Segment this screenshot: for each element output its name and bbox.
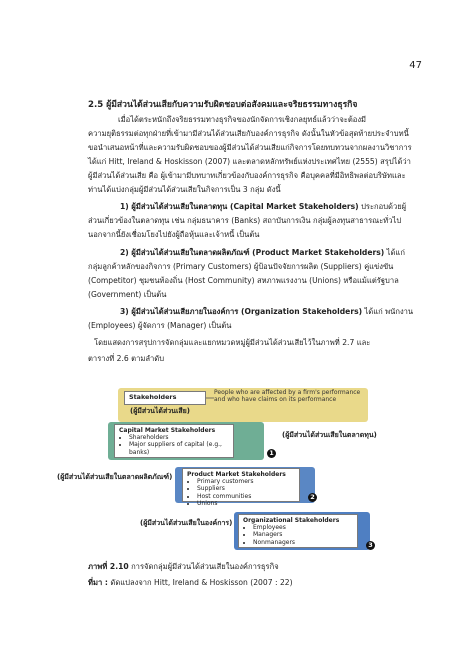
section-heading: 2.5 ผู้มีส่วนได้ส่วนเสียกับความรับผิดชอบต่อสังคมและจริยธรรมทางธุรกิจ bbox=[88, 100, 358, 110]
paragraph-line: เมื่อได้ตระหนักถึงจริยธรรมทางธุรกิจของนักจัดการเชิงกลยุทธ์แล้วว่าจะต้องมี bbox=[118, 115, 367, 124]
number-badge-2: 2 bbox=[308, 493, 317, 502]
item-1-line: ส่วนเกี่ยวข้องในตลาดทุน เช่น กลุ่มธนาคาร (Banks) สถาบันการเงิน กลุ่มผู้ลงทุนสาธารณะทั่วไป bbox=[88, 216, 402, 225]
paragraph-line: ท่านได้แบ่งกลุ่มผู้มีส่วนได้ส่วนเสียในกิจการเป็น 3 กลุ่ม ดังนี้ bbox=[88, 185, 281, 194]
product-item: • Host communities bbox=[197, 493, 295, 500]
stakeholders-description: People who are affected by a firm's performance and who have claims on its performance bbox=[214, 389, 361, 403]
item-2-line: (Government) เป็นต้น bbox=[88, 290, 167, 299]
caption-label: ภาพที่ 2.10 bbox=[88, 562, 129, 571]
item-2-text: ได้แก่ bbox=[384, 248, 405, 257]
caption-text: การจัดกลุ่มผู้มีส่วนได้ส่วนเสียในองค์การธุรกิจ bbox=[128, 562, 279, 571]
organizational-title: Organizational Stakeholders bbox=[243, 517, 340, 524]
figure-intro-line: ตารางที่ 2.6 ตามลำดับ bbox=[88, 354, 165, 363]
item-3-text: ได้แก่ พนักงาน bbox=[362, 307, 414, 316]
number-badge-1: 1 bbox=[267, 449, 276, 458]
item-1-title: 1) ผู้มีส่วนได้ส่วนเสียในตลาดทุน (Capital Market Stakeholders) bbox=[120, 202, 359, 211]
figure-caption bbox=[88, 561, 279, 573]
stakeholders-thai-label: (ผู้มีส่วนได้ส่วนเสีย) bbox=[130, 407, 190, 415]
capital-market-title: Capital Market Stakeholders bbox=[119, 427, 216, 434]
paragraph-line: ได้แก่ Hitt, Ireland & Hoskisson (2007) และตลาดหลักทรัพย์แห่งประเทศไทย (2555) สรุปได้ว่า bbox=[88, 157, 411, 166]
capital-thai-label: (ผู้มีส่วนได้ส่วนเสียในตลาดทุน) bbox=[282, 431, 377, 439]
organizational-item: • Nonmanagers bbox=[253, 539, 353, 546]
figure-source bbox=[88, 577, 293, 589]
paragraph-line: ความยุติธรรมต่อทุกฝ่ายที่เข้ามามีส่วนได้ส่วนเสียกับองค์การธุรกิจ ดังนั้นในหัวข้อสุดท้ายประจำบทนี้ bbox=[88, 129, 409, 138]
product-market-box bbox=[182, 468, 300, 507]
number-badge-3: 3 bbox=[366, 541, 375, 550]
item-1-first-line bbox=[120, 200, 406, 214]
item-2-line: (Competitor) ชุมชนท้องถิ่น (Host Community) สหภาพแรงงาน (Unions) หรือแม้แต่รัฐบาล bbox=[88, 276, 399, 285]
product-thai-label: (ผู้มีส่วนได้ส่วนเสียในตลาดผลิตภัณฑ์) bbox=[57, 473, 173, 481]
organizational-box bbox=[238, 514, 358, 548]
capital-market-box bbox=[114, 424, 234, 458]
item-2-first-line bbox=[120, 246, 405, 260]
capital-item: • Shareholders bbox=[129, 434, 229, 441]
organizational-thai-label: (ผู้มีส่วนได้ส่วนเสียในองค์การ) bbox=[140, 519, 233, 527]
item-1-text: ประกอบด้วยผู้ bbox=[358, 202, 407, 211]
source-text: ดัดแปลงจาก Hitt, Ireland & Hoskisson (2007 : 22) bbox=[107, 578, 293, 587]
product-market-title: Product Market Stakeholders bbox=[187, 471, 286, 478]
item-2-line: กลุ่มลูกค้าหลักของกิจการ (Primary Customers) ผู้ป้อนปัจจัยการผลิต (Suppliers) คู่แข่งขัน bbox=[88, 262, 394, 271]
paragraph-line: ขอนำเสนอหน้าที่และความรับผิดชอบของผู้มีส่วนได้ส่วนเสียแก่กิจการโดยทบทวนจากผลงานวิชาการ bbox=[88, 143, 412, 152]
item-2-title: 2) ผู้มีส่วนได้ส่วนเสียในตลาดผลิตภัณฑ์ (Product Market Stakeholders) bbox=[120, 248, 385, 257]
product-item: • Unions bbox=[197, 500, 295, 507]
organizational-item: • Employees bbox=[253, 524, 353, 531]
item-3-line: (Employees) ผู้จัดการ (Manager) เป็นต้น bbox=[88, 321, 232, 330]
product-item: • Suppliers bbox=[197, 485, 295, 492]
item-3-first-line bbox=[120, 305, 413, 319]
source-label: ที่มา : bbox=[88, 578, 108, 587]
item-3-title: 3) ผู้มีส่วนได้ส่วนเสียภายในองค์การ (Organization Stakeholders) bbox=[120, 307, 363, 316]
item-1-line: นอกจากนี้ยังเชื่อมโยงไปยังผู้ถือหุ้นและเจ้าหนี้ เป็นต้น bbox=[88, 230, 260, 239]
page-number: 47 bbox=[409, 60, 422, 71]
stakeholder-diagram bbox=[30, 382, 450, 552]
capital-item: • Major suppliers of capital (e.g., banks) bbox=[129, 441, 229, 455]
product-item: • Primary customers bbox=[197, 478, 295, 485]
stakeholders-box: Stakeholders bbox=[124, 391, 206, 405]
organizational-item: • Managers bbox=[253, 531, 353, 538]
paragraph-line: ผู้มีส่วนได้ส่วนเสีย คือ ผู้เข้ามามีบทบาทเกี่ยวข้องกับองค์การธุรกิจ คือบุคคลที่มีอิทธิพลต่อบริษัทและ bbox=[88, 171, 406, 180]
figure-intro-line: โดยแสดงการสรุปการจัดกลุ่มและแยกหมวดหมู่ผู้มีส่วนได้ส่วนเสียไว้ในภาพที่ 2.7 และ bbox=[94, 338, 371, 347]
